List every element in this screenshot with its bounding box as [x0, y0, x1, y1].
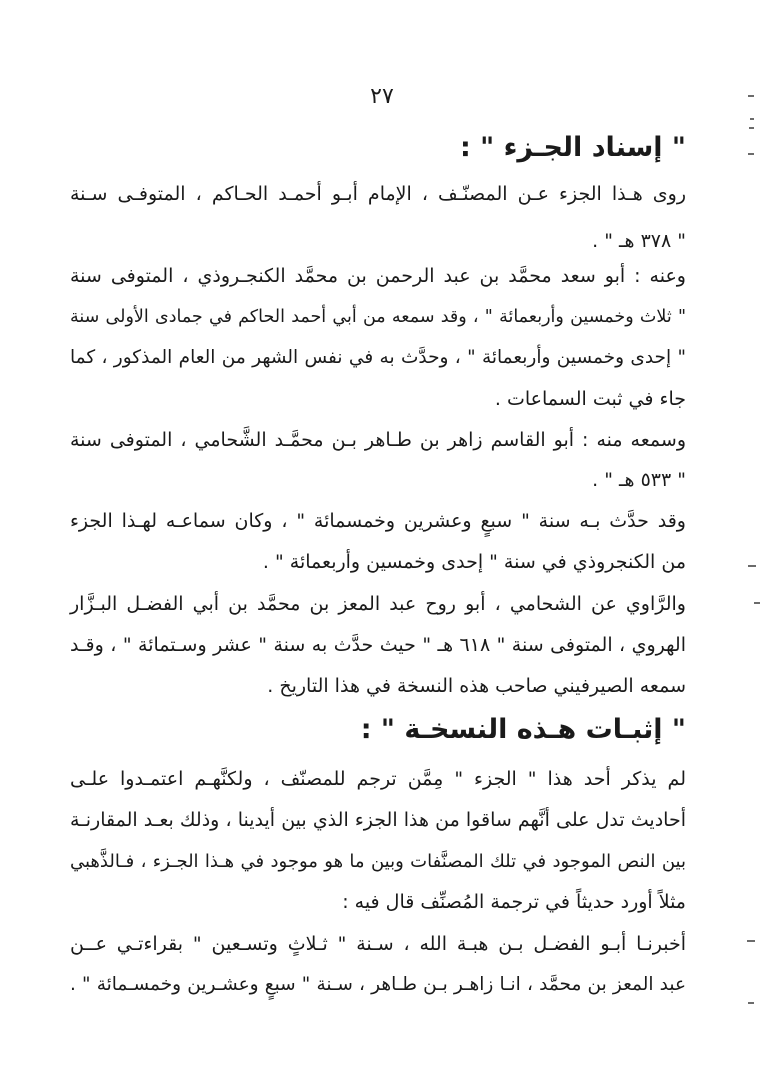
text-line: " إحدى وخمسين وأربعمائة " ، وحدَّث به في نفس الشهر من العام المذكور ، كما	[70, 347, 686, 368]
text-line: جاء في ثبت السماعات .	[494, 388, 686, 410]
text-line: بين النص الموجود في تلك المصنَّفات وبين ما هو موجود في هـذا الجـزء ، فـالذَّهبي	[70, 851, 686, 872]
text-line: من الكنجروذي في سنة " إحدى وخمسين وأربعمائة " .	[262, 551, 686, 573]
text-line: روى هـذا الجزء عـن المصنّـف ، الإمام أبـو أحمـد الحـاكم ، المتوفـى سـنة	[70, 183, 686, 205]
text-line: لم يذكر أحد هذا " الجزء " مِمَّن ترجم للمصنّف ، ولكنَّهـم اعتمـدوا علـى	[70, 768, 686, 790]
text-line: مثلاً أورد حديثاً في ترجمة المُصنِّف قال فيه :	[342, 891, 686, 913]
scan-mark	[747, 940, 755, 942]
scan-mark	[748, 153, 754, 155]
text-line: " ٣٧٨ هـ " .	[592, 230, 686, 252]
text-line: سمعه الصيرفيني صاحب هذه النسخة في هذا التاريخ .	[267, 675, 686, 697]
text-column	[70, 0, 686, 1086]
scan-mark	[748, 1002, 754, 1004]
text-line: وعنه : أبو سعد محمَّد بن عبد الرحمن بن محمَّد الكنجـروذي ، المتوفى سنة	[70, 265, 686, 287]
text-line: " ٥٣٣ هـ " .	[592, 469, 686, 491]
scan-mark	[748, 565, 756, 567]
scan-mark	[754, 602, 760, 604]
text-line: " ثلاث وخمسين وأربعمائة " ، وقد سمعه من أبي أحمد الحاكم في جمادى الأولى سنة	[70, 307, 686, 327]
scan-mark	[749, 127, 754, 129]
scan-mark	[750, 118, 754, 120]
page-number: ٢٧	[370, 84, 394, 109]
text-line: وسمعه منه : أبو القاسم زاهر بن طـاهر بـن محمَّـد الشَّحامي ، المتوفى سنة	[70, 429, 686, 451]
scan-mark	[748, 95, 754, 97]
section-heading-isnad: " إسناد الجـزء " :	[459, 132, 686, 163]
text-line: أحاديث تدل على أنَّهم ساقوا من هذا الجزء الذي بين أيدينا ، وذلك بعـد المقارنـة	[70, 809, 686, 831]
text-line: والرَّاوي عن الشحامي ، أبو روح عبد المعز بن محمَّد بن أبي الفضـل البـزَّار	[70, 593, 686, 615]
text-line: وقد حدَّث بـه سنة " سبعٍ وعشرين وخمسمائة " ، وكان سماعـه لهـذا الجزء	[70, 510, 686, 532]
text-line: الهروي ، المتوفى سنة " ٦١٨ هـ " حيث حدَّث به سنة " عشر وسـتمائة " ، وقـد	[70, 634, 686, 656]
text-line: أخبرنـا أبـو الفضـل بـن هبـة الله ، سـنة " ثـلاثٍ وتسـعين " بقراءتـي عــن	[70, 933, 686, 955]
text-line: عبد المعز بن محمَّد ، انـا زاهـر بـن طـاهر ، سـنة " سبعٍ وعشـرين وخمسـمائة " .	[70, 974, 686, 995]
section-heading-ithbat: " إثبـات هـذه النسخـة " :	[360, 714, 686, 745]
